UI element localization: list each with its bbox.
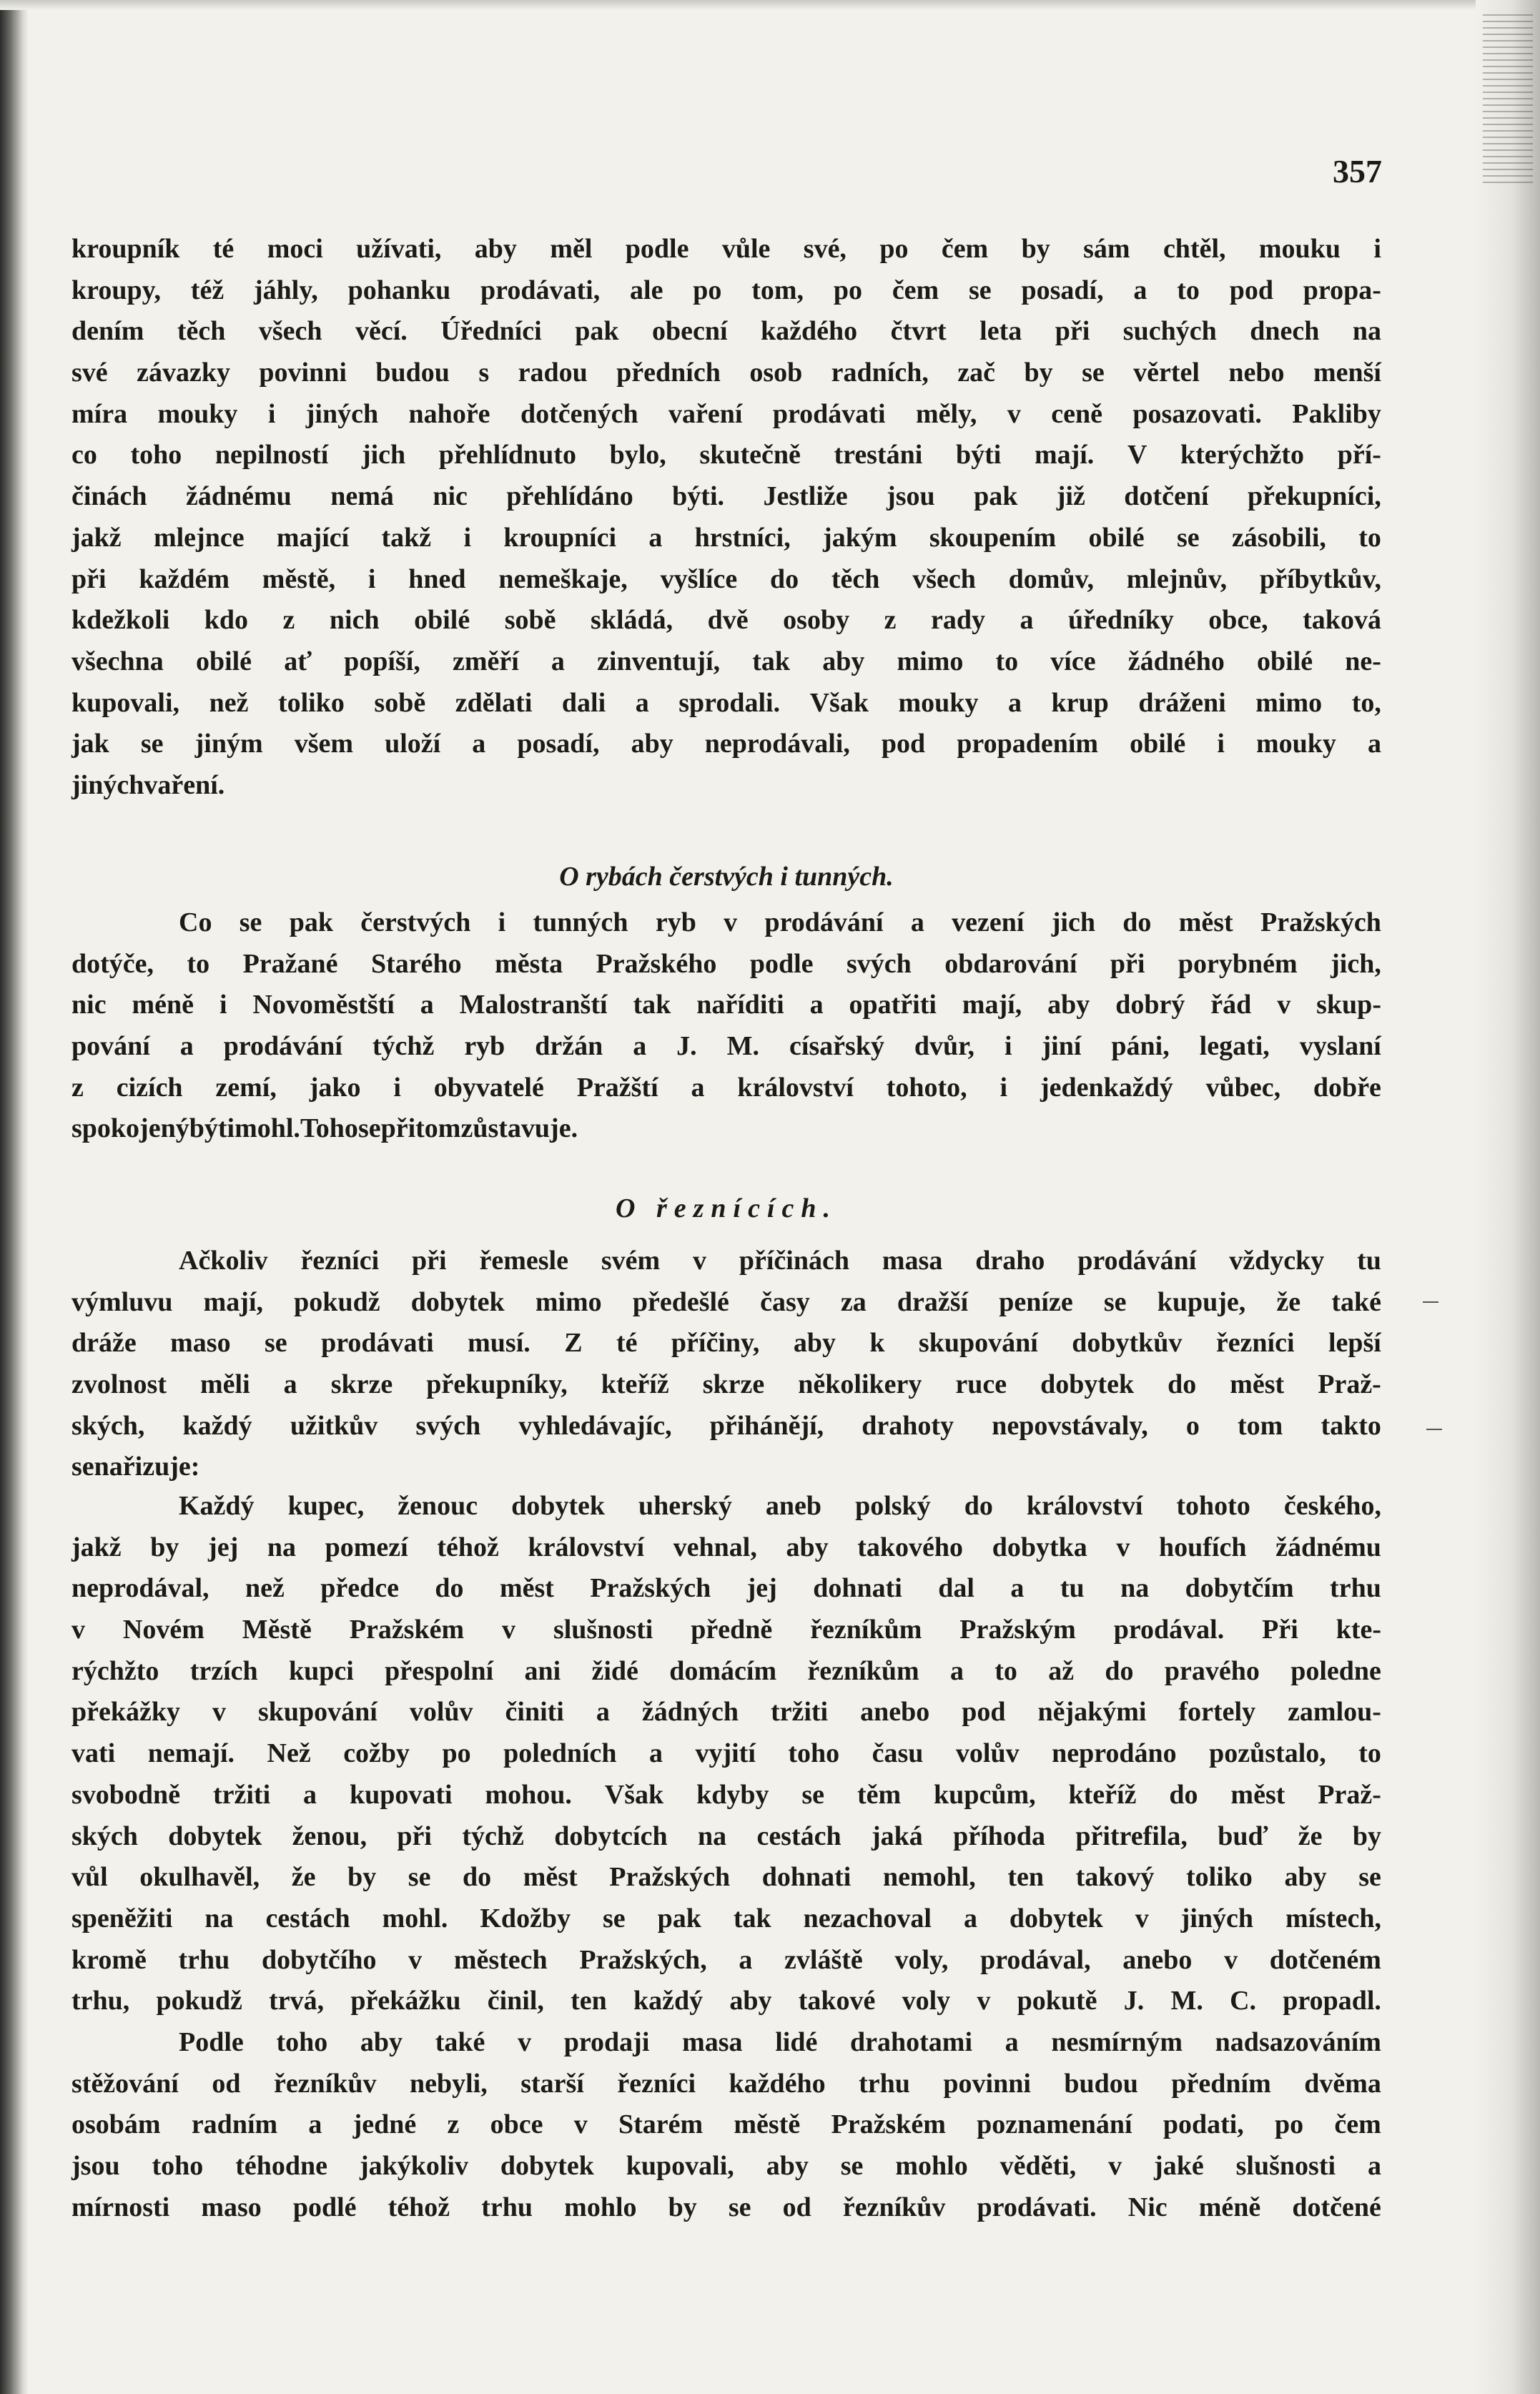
text-line: Každý kupec, ženouc dobytek uherský aneb polský do království tohoto českého,: [179, 1491, 1381, 1521]
text-line: jakž mlejnce mající takž i kroupníci a hrstníci, jakým skoupením obilé se zásobili, to: [71, 522, 1381, 553]
paragraph-4: [71, 1486, 1381, 2022]
text-line: kupovali, než toliko sobě zdělati dali a sprodali. Však mouky a krup dráženi mimo to,: [71, 687, 1381, 718]
text-line: v Novém Městě Pražském v slušnosti předně řezníkům Pražským prodával. Při kte-: [71, 1615, 1381, 1645]
text-line: jiných vaření.: [71, 769, 225, 800]
text-line: dotýče, to Pražané Starého města Pražského podle svých obdarování při porybném jich,: [71, 948, 1381, 979]
text-line: stěžování od řezníkův nebyli, starší řezníci každého trhu povinni budou předním dvěma: [71, 2068, 1381, 2099]
text-line: nic méně i Novoměstští a Malostranští tak naříditi a opatřiti mají, aby dobrý řád v skup-: [71, 990, 1381, 1020]
text-line: všechna obilé ať popíší, změří a zinventují, tak aby mimo to více žádného obilé ne-: [71, 646, 1381, 676]
page-frayed-corner: [1483, 14, 1533, 186]
text-line: spokojený býti mohl. Toho se při tom zůstavuje.: [71, 1113, 578, 1144]
page-binding-shadow: [0, 0, 29, 2394]
text-line: překážky v skupování volův činiti a žádných tržiti anebo pod nějakými fortely zamlou-: [71, 1697, 1381, 1728]
text-line: se nařizuje:: [71, 1452, 200, 1482]
text-line: kroupník té moci užívati, aby měl podle vůle své, po čem by sám chtěl, mouku i: [71, 234, 1381, 264]
text-line: ských dobytek ženou, při týchž dobytcích na cestách jaká příhoda přitrefila, buď že by: [71, 1821, 1381, 1851]
text-line: jakž by jej na pomezí téhož království vehnal, aby takového dobytka v houfích žádnému: [71, 1532, 1381, 1562]
text-line: výmluvu mají, pokudž dobytek mimo předešlé časy za dražší peníze se kupuje, že také: [71, 1286, 1381, 1317]
text-line: při každém městě, i hned nemeškaje, vyšlíce do těch všech domův, mlejnův, příbytkův,: [71, 563, 1381, 594]
text-line: Ačkoliv řezníci při řemesle svém v příčinách masa draho prodávání vždycky tu: [179, 1246, 1381, 1276]
paragraph-2: [71, 902, 1381, 1150]
text-line: jak se jiným všem uloží a posadí, aby neprodávali, pod propadením obilé i mouky a: [71, 729, 1381, 759]
text-line: míra mouky i jiných nahoře dotčených vaření prodávati měly, v ceně posazovati. Pakliby: [71, 398, 1381, 429]
paragraph-1: [71, 229, 1381, 807]
text-line: kroupy, též jáhly, pohanku prodávati, ale po tom, po čem se posadí, a to pod propa-: [71, 275, 1381, 305]
text-line: kdežkoli kdo z nich obilé sobě skládá, dvě osoby z rady a úředníky obce, taková: [71, 605, 1381, 636]
margin-mark: [1426, 1429, 1442, 1430]
text-line: kromě trhu dobytčího v městech Pražských, a zvláště voly, prodával, anebo v dotčeném: [71, 1944, 1381, 1975]
text-line: zvolnost měli a skrze překupníky, kteříž skrze několikery ruce dobytek do měst Praž-: [71, 1369, 1381, 1400]
text-line: ských, každý užitkův svých vyhledávajíc, přihánějí, drahoty nepovstávaly, o tom takto: [71, 1410, 1381, 1441]
text-line: vati nemají. Než cožby po poledních a vyjití toho času volův neprodáno pozůstalo, to: [71, 1738, 1381, 1769]
page-number: 357: [1333, 153, 1382, 189]
text-line: rýchžto trzích kupci přespolní ani židé domácím řezníkům a to až do pravého poledne: [71, 1655, 1381, 1686]
text-line: speněžiti na cestách mohl. Kdožby se pak tak nezachoval a dobytek v jiných místech,: [71, 1903, 1381, 1934]
text-line: z cizích zemí, jako i obyvatelé Pražští a království tohoto, i jedenkaždý vůbec, dobře: [71, 1072, 1381, 1103]
text-line: dením těch všech věcí. Úředníci pak obecní každého čtvrt leta při suchých dnech na: [71, 316, 1381, 347]
text-line: činách žádnému nemá nic přehlídáno býti. Jestliže jsou pak již dotčení překupníci,: [71, 481, 1381, 512]
section-heading-butchers: O řeznících.: [616, 1193, 837, 1223]
section-heading-fish: O rybách čerstvých i tunných.: [559, 862, 894, 892]
page-top-edge: [0, 0, 1540, 10]
text-line: dráže maso se prodávati musí. Z té příčiny, aby k skupování dobytkův řezníci lepší: [71, 1328, 1381, 1359]
paragraph-3: [71, 1241, 1381, 1488]
text-line: vůl okulhavěl, že by se do měst Pražských dohnati nemohl, ten takový toliko aby se: [71, 1862, 1381, 1893]
text-line: své závazky povinni budou s radou předních osob radních, zač by se věrtel nebo menší: [71, 358, 1381, 388]
text-line: svobodně tržiti a kupovati mohou. Však kdyby se těm kupcům, kteříž do měst Praž-: [71, 1779, 1381, 1810]
paragraph-5: [71, 2022, 1381, 2228]
page-right-edge: [1476, 0, 1540, 2394]
text-line: jsou toho téhodne jakýkoliv dobytek kupovali, aby se mohlo věděti, v jaké slušnosti a: [71, 2151, 1381, 2182]
text-line: neprodával, než předce do měst Pražských jej dohnati dal a tu na dobytčím trhu: [71, 1573, 1381, 1604]
text-line: osobám radním a jedné z obce v Starém městě Pražském poznamenání podati, po čem: [71, 2109, 1381, 2140]
text-line: co toho nepilností jich přehlídnuto bylo, skutečně trestáni býti mají. V kterýchžto pří-: [71, 440, 1381, 471]
text-line: pování a prodávání týchž ryb držán a J. M. císařský dvůr, i jiní páni, legati, vyslaní: [71, 1031, 1381, 1062]
text-line: Co se pak čerstvých i tunných ryb v prodávání a vezení jich do měst Pražských: [179, 907, 1381, 937]
text-line: trhu, pokudž trvá, překážku činil, ten každý aby takové voly v pokutě J. M. C. propadl.: [71, 1986, 1381, 2016]
text-line: Podle toho aby také v prodaji masa lidé drahotami a nesmírným nadsazováním: [179, 2027, 1381, 2057]
margin-mark: [1423, 1301, 1438, 1303]
text-line: mírnosti maso podlé téhož trhu mohlo by se od řezníkův prodávati. Nic méně dotčené: [71, 2192, 1381, 2222]
